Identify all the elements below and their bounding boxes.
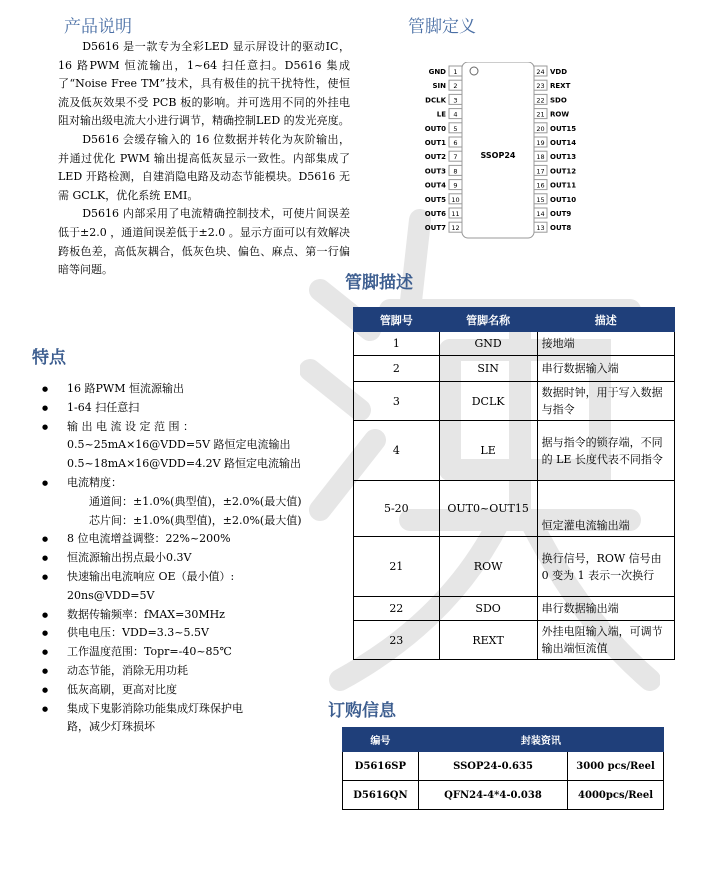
pin-desc-cell: 换行信号，ROW 信号由 0 变为 1 表示一次换行 xyxy=(537,537,674,597)
feature-item: ● 低灰高刷，更高对比度 xyxy=(42,681,342,700)
pin-name: OUT4 xyxy=(424,181,446,190)
column-header: 管脚号 xyxy=(354,308,440,332)
pin-name: OUT14 xyxy=(550,139,576,147)
pin-description-table xyxy=(353,307,675,660)
pin-name-cell: LE xyxy=(439,421,537,481)
pin-number: 21 xyxy=(536,110,545,119)
pin-name: OUT3 xyxy=(424,167,446,176)
order-qty-cell: 3000 pcs/Reel xyxy=(568,752,664,781)
pin-number: 13 xyxy=(536,224,545,233)
pin-name: OUT5 xyxy=(424,195,446,204)
pin-num-cell: 3 xyxy=(354,382,440,421)
description-paragraph: D5616 是一款专为全彩LED 显示屏设计的驱动IC，16 路PWM 恒流输出，1~64 扫任意扫。D5616 集成了“Noise Free TM”技术，具有极佳的抗干扰特性，使恒流及低灰效果不受 PCB 板的影响。并可选用不同的外挂电阻对输出级电流大小进行调节，精确控制LED 的发光亮度。 xyxy=(58,40,350,128)
feature-item: ● 1-64 扫任意扫 xyxy=(42,399,342,418)
table-row xyxy=(354,621,675,660)
table-row xyxy=(354,481,675,537)
pin-name: SIN xyxy=(432,82,446,91)
pin-name: DCLK xyxy=(425,96,446,105)
pin-name: VDD xyxy=(550,68,568,76)
pin-num-cell: 2 xyxy=(354,356,440,382)
pin-number: 23 xyxy=(536,82,545,91)
pin-num-cell: 21 xyxy=(354,537,440,597)
pin-number: 6 xyxy=(453,139,458,147)
pin-number: 5 xyxy=(453,124,458,133)
table-row xyxy=(354,332,675,356)
pin-number: 2 xyxy=(453,82,458,91)
pin-number: 1 xyxy=(453,68,458,76)
features-list xyxy=(42,380,342,737)
pin-num-cell: 1 xyxy=(354,332,440,356)
pin-desc-cell: 串行数据输入端 xyxy=(537,356,674,382)
feature-item: ● 动态节能，消除无用功耗 xyxy=(42,662,342,681)
pin-desc-cell: 据与指令的锁存端，不同的 LE 长度代表不同指令 xyxy=(537,421,674,481)
pin-number: 12 xyxy=(451,224,460,233)
pin-desc-cell: 外挂电阻输入端，可调节输出端恒流值 xyxy=(537,621,674,660)
table-row xyxy=(354,421,675,481)
feature-item: 芯片间：±1.0%(典型值)，±2.0%(最大值) xyxy=(89,513,302,527)
description-paragraph: D5616 会缓存输入的 16 位数据并转化为灰阶输出，并通过优化 PWM 输出提高低灰显示一致性。内部集成了 LED 开路检测，自建消隐电路及动态节能模块。D5616 无需 GCLK，优化系统 EMI。 xyxy=(58,132,350,202)
features-heading: 特点 xyxy=(32,348,66,368)
table-row xyxy=(354,537,675,597)
pin-name-cell: SDO xyxy=(439,597,537,621)
pin-number: 7 xyxy=(453,153,458,162)
ordering-heading: 订购信息 xyxy=(328,701,396,721)
pin-description-heading: 管脚描述 xyxy=(345,273,413,293)
column-header: 封装资讯 xyxy=(418,728,663,752)
pin-definition-heading: 管脚定义 xyxy=(408,17,476,37)
pin-name: OUT1 xyxy=(424,139,446,147)
product-description-heading: 产品说明 xyxy=(64,17,132,37)
feature-item: 0.5~18mA×16@VDD=4.2V 路恒定电流输出 xyxy=(67,457,302,471)
pin-number: 15 xyxy=(536,195,545,204)
pin-name: OUT13 xyxy=(550,153,576,162)
column-header: 描述 xyxy=(537,308,674,332)
order-package-cell: QFN24-4*4-0.038 xyxy=(418,781,567,810)
pin-name: OUT10 xyxy=(550,195,576,204)
chip-body xyxy=(462,62,534,238)
pin-name: SDO xyxy=(550,96,567,105)
pin-number: 20 xyxy=(536,124,545,133)
pin-name: GND xyxy=(428,68,446,76)
pin-name: ROW xyxy=(550,110,570,119)
pin-number: 9 xyxy=(453,181,458,190)
order-package-cell: SSOP24-0.635 xyxy=(418,752,567,781)
pin-name: OUT9 xyxy=(550,210,572,218)
feature-item: ● 输 出 电 流 设 定 范 围 ： xyxy=(42,418,342,437)
pin-name: REXT xyxy=(550,82,571,91)
pin-number: 8 xyxy=(453,167,458,176)
table-row xyxy=(343,752,664,781)
feature-item: ● 恒流源输出拐点最小0.3V xyxy=(42,549,342,568)
pin-name-cell: OUT0~OUT15 xyxy=(439,481,537,537)
pin-name: OUT7 xyxy=(424,224,446,233)
pin-name: OUT11 xyxy=(550,181,576,190)
pin-name-cell: SIN xyxy=(439,356,537,382)
pin-number: 17 xyxy=(536,167,545,176)
pin-number: 24 xyxy=(536,68,545,76)
order-qty-cell: 4000pcs/Reel xyxy=(568,781,664,810)
pin-name-cell: ROW xyxy=(439,537,537,597)
ordering-table xyxy=(342,727,664,810)
feature-item: ● 供电电压：VDD=3.3~5.5V xyxy=(42,624,342,643)
feature-item: 20ns@VDD=5V xyxy=(67,588,155,602)
pin-name: OUT15 xyxy=(550,124,576,133)
pin-name: OUT12 xyxy=(550,167,576,176)
feature-item: ● 数据传输频率：fMAX=30MHz xyxy=(42,606,342,625)
pin-number: 19 xyxy=(536,139,545,147)
pin-desc-cell: 串行数据输出端 xyxy=(537,597,674,621)
pin-number: 10 xyxy=(451,195,460,204)
pin-number: 11 xyxy=(451,210,460,218)
pin-name: LE xyxy=(436,110,446,119)
product-description xyxy=(58,38,350,280)
package-label: SSOP24 xyxy=(480,151,516,160)
order-part-cell: D5616SP xyxy=(343,752,419,781)
feature-item: ● 8 位电流增益调整：22%~200% xyxy=(42,530,342,549)
pin-name: OUT6 xyxy=(424,210,446,218)
feature-item: 0.5~25mA×16@VDD=5V 路恒定电流输出 xyxy=(67,438,291,452)
feature-item: ● 电流精度： xyxy=(42,474,342,493)
pin-desc-cell: 数据时钟，用于写入数据与指令 xyxy=(537,382,674,421)
table-row xyxy=(354,356,675,382)
pin-num-cell: 5-20 xyxy=(354,481,440,537)
pin-name: OUT2 xyxy=(424,153,446,162)
pin-number: 4 xyxy=(453,110,458,119)
description-paragraph: D5616 内部采用了电流精确控制技术，可使片间误差低于±2.0 ，通道间误差低于±2.0 。显示方面可以有效解决跨板色差，高低灰耦合，低灰色块、偏色、麻点、第一行偏暗等问题。 xyxy=(58,207,350,277)
table-row xyxy=(354,597,675,621)
pin-desc-cell: 接地端 xyxy=(537,332,674,356)
pin-desc-cell: 恒定灌电流输出端 xyxy=(537,481,674,537)
pin-num-cell: 23 xyxy=(354,621,440,660)
pin-num-cell: 4 xyxy=(354,421,440,481)
pin-number: 14 xyxy=(536,210,545,218)
column-header: 编号 xyxy=(343,728,419,752)
feature-item: ● 快速输出电流响应 OE（最小值）: xyxy=(42,568,342,587)
pin-name: OUT0 xyxy=(424,124,446,133)
pin-name-cell: REXT xyxy=(439,621,537,660)
pin-number: 22 xyxy=(536,96,545,105)
pin-name-cell: DCLK xyxy=(439,382,537,421)
pin-number: 16 xyxy=(536,181,545,190)
feature-item: ● 工作温度范围：Topr=-40~85℃ xyxy=(42,643,342,662)
pin-number: 18 xyxy=(536,153,545,162)
column-header: 管脚名称 xyxy=(439,308,537,332)
table-row xyxy=(343,781,664,810)
order-part-cell: D5616QN xyxy=(343,781,419,810)
pinout-diagram xyxy=(418,62,576,240)
pin-name-cell: GND xyxy=(439,332,537,356)
pin-name: OUT8 xyxy=(550,224,572,233)
pin-num-cell: 22 xyxy=(354,597,440,621)
feature-item: 通道间：±1.0%(典型值)，±2.0%(最大值) xyxy=(89,494,302,508)
feature-item: ● 集成下鬼影消除功能集成灯珠保护电 xyxy=(42,700,342,719)
feature-item: ● 16 路PWM 恒流源输出 xyxy=(42,380,342,399)
table-row xyxy=(354,382,675,421)
feature-item: 路，减少灯珠损坏 xyxy=(67,720,155,734)
pin-number: 3 xyxy=(453,96,458,105)
